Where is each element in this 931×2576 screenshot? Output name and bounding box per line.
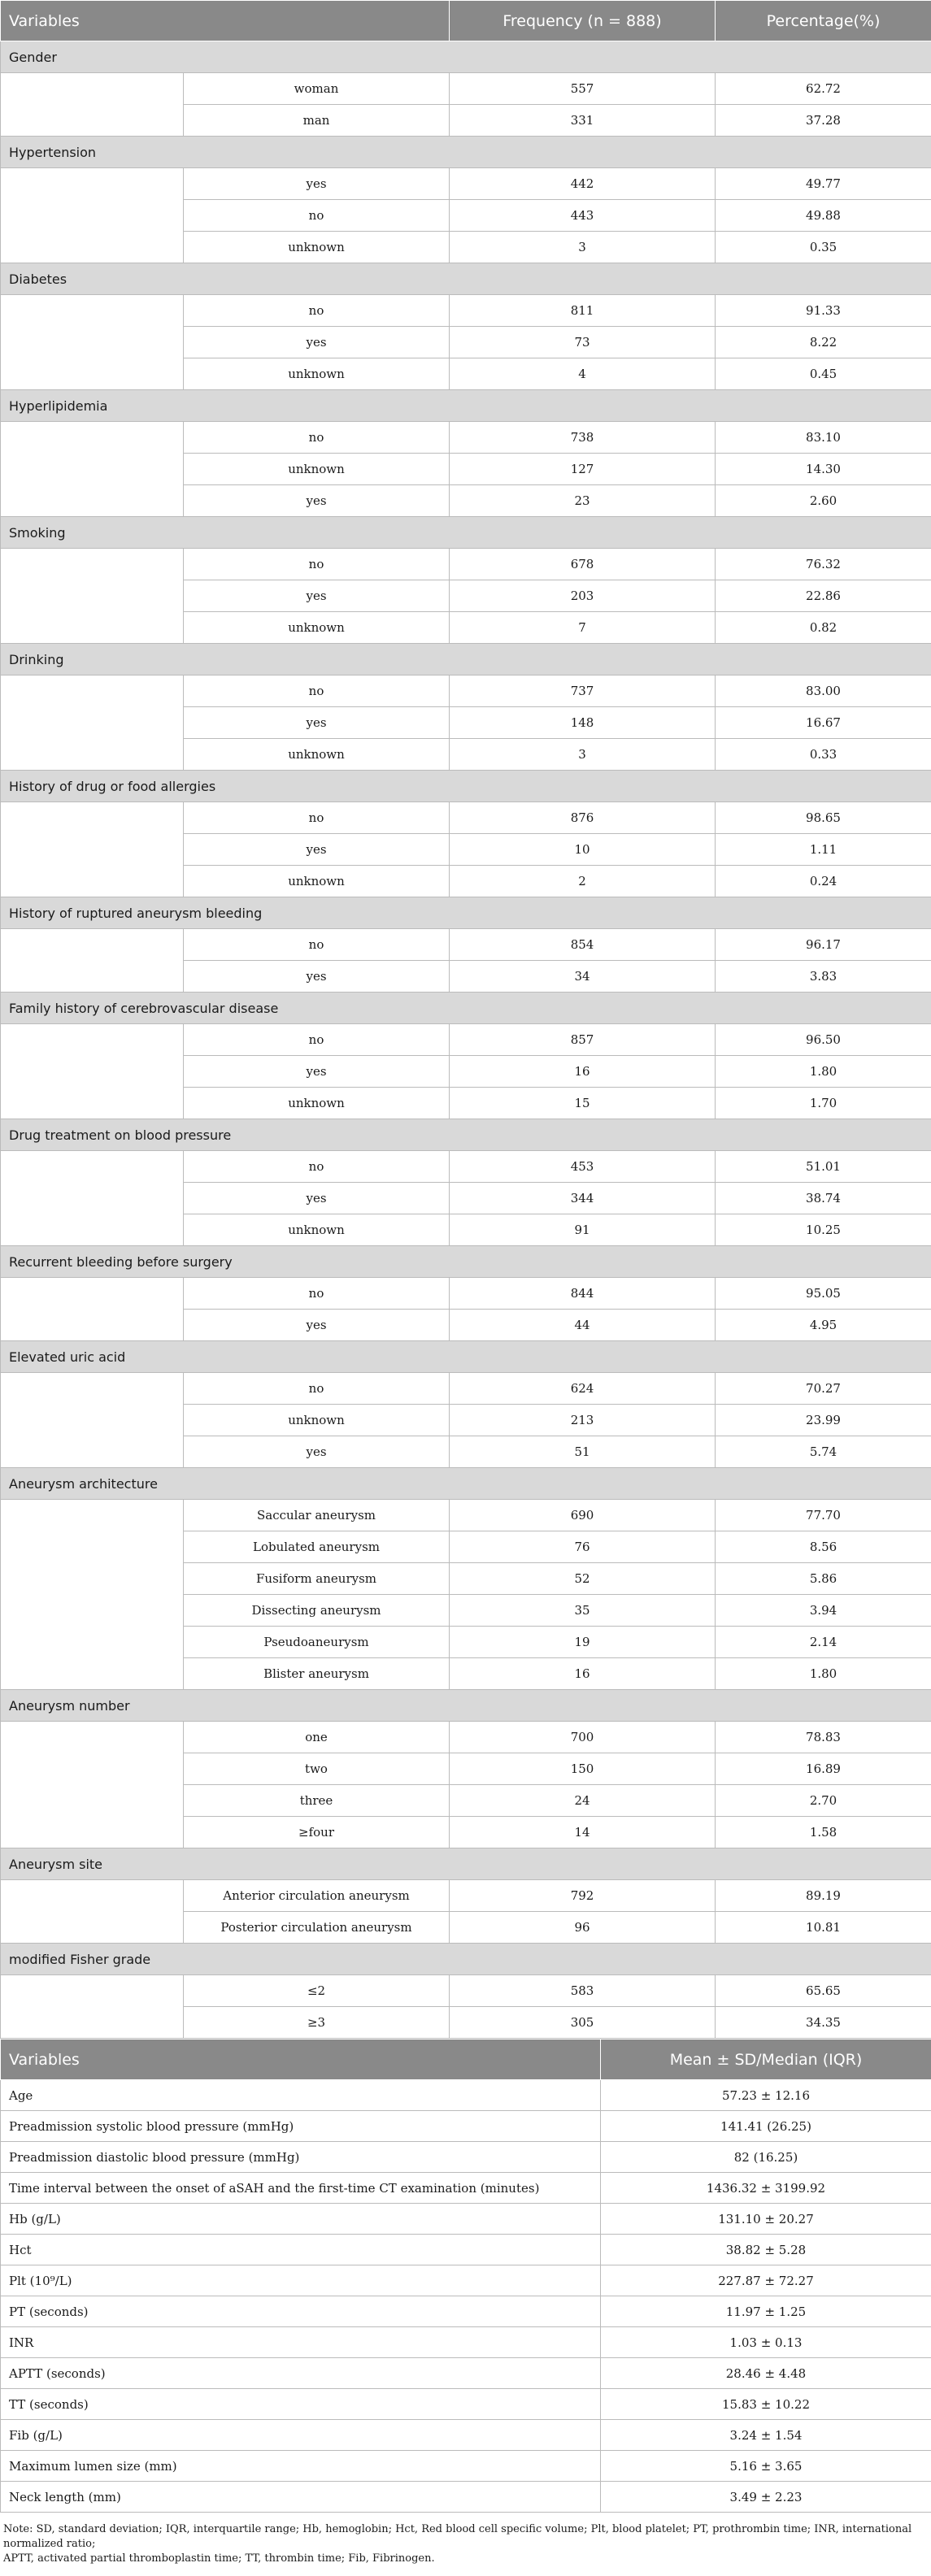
frequency-cell: 738 (450, 422, 716, 454)
percentage-cell: 10.25 (716, 1214, 931, 1246)
variable-label: Neck length (mm) (1, 2482, 601, 2513)
frequency-cell: 127 (450, 454, 716, 485)
level-label: man (184, 105, 450, 137)
statistic-value: 3.49 ± 2.23 (601, 2482, 931, 2513)
category-label: Recurrent bleeding before surgery (1, 1246, 931, 1278)
percentage-cell: 2.70 (716, 1785, 931, 1817)
table-body (1, 41, 931, 2039)
table-header-row (1, 1, 931, 41)
percentage-cell: 1.58 (716, 1817, 931, 1848)
category-row (1, 263, 931, 295)
level-label: unknown (184, 1405, 450, 1436)
variable-label: Hct (1, 2235, 601, 2265)
statistic-value: 38.82 ± 5.28 (601, 2235, 931, 2265)
variable-label: Plt (10⁹/L) (1, 2265, 601, 2296)
frequency-cell: 624 (450, 1373, 716, 1405)
table-row (1, 2235, 931, 2265)
percentage-cell: 34.35 (716, 2007, 931, 2039)
level-label: yes (184, 1183, 450, 1214)
category-label: Aneurysm architecture (1, 1468, 931, 1500)
frequency-cell: 690 (450, 1500, 716, 1531)
table-row (1, 929, 931, 961)
empty-cell (1, 549, 184, 644)
frequency-cell: 583 (450, 1975, 716, 2007)
level-label: no (184, 1151, 450, 1183)
frequency-cell: 14 (450, 1817, 716, 1848)
percentage-cell: 62.72 (716, 73, 931, 105)
category-label: Hyperlipidemia (1, 390, 931, 422)
variable-label: Maximum lumen size (mm) (1, 2451, 601, 2482)
level-label: Pseudoaneurysm (184, 1627, 450, 1658)
frequency-cell: 15 (450, 1088, 716, 1119)
level-label: yes (184, 1310, 450, 1341)
frequency-cell: 213 (450, 1405, 716, 1436)
level-label: no (184, 1024, 450, 1056)
table-body (1, 2080, 931, 2513)
table-row (1, 2111, 931, 2142)
table-row (1, 73, 931, 105)
level-label: unknown (184, 232, 450, 263)
frequency-cell: 51 (450, 1436, 716, 1468)
frequency-cell: 52 (450, 1563, 716, 1595)
statistic-value: 82 (16.25) (601, 2142, 931, 2173)
level-label: ≥3 (184, 2007, 450, 2039)
empty-cell (1, 73, 184, 137)
percentage-cell: 0.24 (716, 866, 931, 897)
frequency-cell: 16 (450, 1056, 716, 1088)
level-label: yes (184, 327, 450, 358)
level-label: no (184, 929, 450, 961)
empty-cell (1, 1024, 184, 1119)
statistic-value: 57.23 ± 12.16 (601, 2080, 931, 2111)
percentage-cell: 1.11 (716, 834, 931, 866)
percentage-cell: 96.17 (716, 929, 931, 961)
table-header-row (1, 2040, 931, 2080)
variable-label: Preadmission diastolic blood pressure (mmHg) (1, 2142, 601, 2173)
variable-label: Age (1, 2080, 601, 2111)
empty-cell (1, 1722, 184, 1848)
percentage-cell: 23.99 (716, 1405, 931, 1436)
level-label: Dissecting aneurysm (184, 1595, 450, 1627)
variable-label: Fib (g/L) (1, 2420, 601, 2451)
category-row (1, 137, 931, 168)
table-row (1, 2482, 931, 2513)
category-row (1, 1119, 931, 1151)
percentage-cell: 70.27 (716, 1373, 931, 1405)
level-label: no (184, 549, 450, 580)
level-label: no (184, 1373, 450, 1405)
header-mean-sd-median: Mean ± SD/Median (IQR) (601, 2040, 931, 2080)
frequency-cell: 857 (450, 1024, 716, 1056)
percentage-cell: 2.14 (716, 1627, 931, 1658)
percentage-cell: 10.81 (716, 1912, 931, 1944)
percentage-cell: 3.94 (716, 1595, 931, 1627)
percentage-cell: 89.19 (716, 1880, 931, 1912)
frequency-cell: 305 (450, 2007, 716, 2039)
frequency-cell: 854 (450, 929, 716, 961)
percentage-cell: 0.35 (716, 232, 931, 263)
percentage-cell: 3.83 (716, 961, 931, 993)
percentage-cell: 78.83 (716, 1722, 931, 1753)
frequency-cell: 16 (450, 1658, 716, 1690)
category-label: Hypertension (1, 137, 931, 168)
level-label: no (184, 1278, 450, 1310)
empty-cell (1, 675, 184, 771)
frequency-cell: 4 (450, 358, 716, 390)
frequency-cell: 442 (450, 168, 716, 200)
table-row (1, 549, 931, 580)
empty-cell (1, 168, 184, 263)
category-label: Diabetes (1, 263, 931, 295)
category-label: History of ruptured aneurysm bleeding (1, 897, 931, 929)
level-label: unknown (184, 358, 450, 390)
frequency-cell: 91 (450, 1214, 716, 1246)
category-label: modified Fisher grade (1, 1944, 931, 1975)
category-row (1, 41, 931, 73)
level-label: yes (184, 168, 450, 200)
category-row (1, 1341, 931, 1373)
percentage-cell: 2.60 (716, 485, 931, 517)
empty-cell (1, 422, 184, 517)
frequency-cell: 35 (450, 1595, 716, 1627)
percentage-cell: 22.86 (716, 580, 931, 612)
frequency-cell: 844 (450, 1278, 716, 1310)
frequency-cell: 150 (450, 1753, 716, 1785)
frequency-cell: 148 (450, 707, 716, 739)
level-label: unknown (184, 1214, 450, 1246)
variable-label: PT (seconds) (1, 2296, 601, 2327)
statistic-value: 3.24 ± 1.54 (601, 2420, 931, 2451)
header-frequency: Frequency (n = 888) (450, 1, 716, 41)
level-label: unknown (184, 454, 450, 485)
table-row (1, 1024, 931, 1056)
empty-cell (1, 1373, 184, 1468)
frequency-cell: 73 (450, 327, 716, 358)
table-row (1, 2080, 931, 2111)
level-label: two (184, 1753, 450, 1785)
level-label: no (184, 422, 450, 454)
frequency-cell: 678 (450, 549, 716, 580)
empty-cell (1, 1278, 184, 1341)
table-row (1, 2358, 931, 2389)
variable-label: TT (seconds) (1, 2389, 601, 2420)
frequency-cell: 443 (450, 200, 716, 232)
empty-cell (1, 295, 184, 390)
frequency-cell: 331 (450, 105, 716, 137)
level-label: no (184, 295, 450, 327)
level-label: Posterior circulation aneurysm (184, 1912, 450, 1944)
frequency-cell: 3 (450, 232, 716, 263)
variable-label: Hb (g/L) (1, 2204, 601, 2235)
category-label: Smoking (1, 517, 931, 549)
table-row (1, 2327, 931, 2358)
category-label: Drug treatment on blood pressure (1, 1119, 931, 1151)
level-label: unknown (184, 866, 450, 897)
level-label: one (184, 1722, 450, 1753)
frequency-cell: 700 (450, 1722, 716, 1753)
table-row (1, 2142, 931, 2173)
category-label: Family history of cerebrovascular disease (1, 993, 931, 1024)
continuous-variables-table (0, 2039, 931, 2513)
statistic-value: 1436.32 ± 3199.92 (601, 2173, 931, 2204)
percentage-cell: 16.89 (716, 1753, 931, 1785)
table-row (1, 2173, 931, 2204)
frequency-cell: 203 (450, 580, 716, 612)
percentage-cell: 77.70 (716, 1500, 931, 1531)
level-label: no (184, 802, 450, 834)
percentage-cell: 95.05 (716, 1278, 931, 1310)
category-label: Elevated uric acid (1, 1341, 931, 1373)
percentage-cell: 1.70 (716, 1088, 931, 1119)
level-label: ≥four (184, 1817, 450, 1848)
header-variables: Variables (1, 1, 450, 41)
footnote-line: Note: SD, standard deviation; IQR, interquartile range; Hb, hemoglobin; Hct, Red blood cell specific volume; Plt, blood platelet; PT, prothrombin time; INR, international normalized ratio; (3, 2523, 912, 2550)
statistic-value: 15.83 ± 10.22 (601, 2389, 931, 2420)
statistic-value: 131.10 ± 20.27 (601, 2204, 931, 2235)
level-label: unknown (184, 612, 450, 644)
percentage-cell: 1.80 (716, 1658, 931, 1690)
percentage-cell: 5.74 (716, 1436, 931, 1468)
percentage-cell: 96.50 (716, 1024, 931, 1056)
category-row (1, 517, 931, 549)
level-label: yes (184, 580, 450, 612)
level-label: Lobulated aneurysm (184, 1531, 450, 1563)
statistic-value: 11.97 ± 1.25 (601, 2296, 931, 2327)
table-row (1, 1880, 931, 1912)
variable-label: APTT (seconds) (1, 2358, 601, 2389)
table-row (1, 2296, 931, 2327)
footnote-line: APTT, activated partial thromboplastin time; TT, thrombin time; Fib, Fibrinogen. (3, 2552, 435, 2565)
frequency-cell: 811 (450, 295, 716, 327)
category-row (1, 771, 931, 802)
level-label: no (184, 675, 450, 707)
table-row (1, 2265, 931, 2296)
level-label: unknown (184, 739, 450, 771)
frequency-cell: 3 (450, 739, 716, 771)
percentage-cell: 65.65 (716, 1975, 931, 2007)
frequency-cell: 7 (450, 612, 716, 644)
table-row (1, 1151, 931, 1183)
category-label: Aneurysm site (1, 1848, 931, 1880)
header-variables: Variables (1, 2040, 601, 2080)
percentage-cell: 14.30 (716, 454, 931, 485)
table-row (1, 2204, 931, 2235)
frequency-cell: 19 (450, 1627, 716, 1658)
table-row (1, 1975, 931, 2007)
category-row (1, 1848, 931, 1880)
level-label: yes (184, 1436, 450, 1468)
percentage-cell: 51.01 (716, 1151, 931, 1183)
category-label: History of drug or food allergies (1, 771, 931, 802)
level-label: three (184, 1785, 450, 1817)
percentage-cell: 38.74 (716, 1183, 931, 1214)
frequency-cell: 96 (450, 1912, 716, 1944)
level-label: yes (184, 1056, 450, 1088)
statistic-value: 28.46 ± 4.48 (601, 2358, 931, 2389)
percentage-cell: 0.33 (716, 739, 931, 771)
level-label: woman (184, 73, 450, 105)
frequency-cell: 2 (450, 866, 716, 897)
level-label: Saccular aneurysm (184, 1500, 450, 1531)
percentage-cell: 83.00 (716, 675, 931, 707)
table-row (1, 675, 931, 707)
percentage-cell: 91.33 (716, 295, 931, 327)
empty-cell (1, 1880, 184, 1944)
percentage-cell: 5.86 (716, 1563, 931, 1595)
level-label: yes (184, 707, 450, 739)
statistic-value: 5.16 ± 3.65 (601, 2451, 931, 2482)
table-row (1, 802, 931, 834)
percentage-cell: 1.80 (716, 1056, 931, 1088)
level-label: no (184, 200, 450, 232)
percentage-cell: 49.77 (716, 168, 931, 200)
level-label: yes (184, 961, 450, 993)
frequency-cell: 24 (450, 1785, 716, 1817)
frequency-cell: 76 (450, 1531, 716, 1563)
category-row (1, 644, 931, 675)
percentage-cell: 0.45 (716, 358, 931, 390)
percentage-cell: 98.65 (716, 802, 931, 834)
level-label: Anterior circulation aneurysm (184, 1880, 450, 1912)
frequency-cell: 344 (450, 1183, 716, 1214)
level-label: yes (184, 485, 450, 517)
variable-label: INR (1, 2327, 601, 2358)
table-footnote (0, 2513, 931, 2566)
empty-cell (1, 1151, 184, 1246)
category-row (1, 1246, 931, 1278)
level-label: unknown (184, 1088, 450, 1119)
variable-label: Preadmission systolic blood pressure (mmHg) (1, 2111, 601, 2142)
statistic-value: 1.03 ± 0.13 (601, 2327, 931, 2358)
table-row (1, 168, 931, 200)
statistic-value: 227.87 ± 72.27 (601, 2265, 931, 2296)
category-label: Aneurysm number (1, 1690, 931, 1722)
frequency-cell: 453 (450, 1151, 716, 1183)
frequency-cell: 10 (450, 834, 716, 866)
variable-label: Time interval between the onset of aSAH and the first-time CT examination (minutes) (1, 2173, 601, 2204)
category-row (1, 1944, 931, 1975)
percentage-cell: 8.22 (716, 327, 931, 358)
table-row (1, 2451, 931, 2482)
level-label: Fusiform aneurysm (184, 1563, 450, 1595)
frequency-cell: 557 (450, 73, 716, 105)
percentage-cell: 76.32 (716, 549, 931, 580)
percentage-cell: 37.28 (716, 105, 931, 137)
percentage-cell: 8.56 (716, 1531, 931, 1563)
table-row (1, 1500, 931, 1531)
category-label: Drinking (1, 644, 931, 675)
frequency-cell: 44 (450, 1310, 716, 1341)
category-row (1, 1690, 931, 1722)
table-row (1, 1722, 931, 1753)
empty-cell (1, 929, 184, 993)
table-row (1, 2420, 931, 2451)
percentage-cell: 4.95 (716, 1310, 931, 1341)
frequency-cell: 876 (450, 802, 716, 834)
statistic-value: 141.41 (26.25) (601, 2111, 931, 2142)
percentage-cell: 0.82 (716, 612, 931, 644)
table-row (1, 295, 931, 327)
category-row (1, 390, 931, 422)
category-row (1, 897, 931, 929)
category-row (1, 1468, 931, 1500)
frequency-cell: 792 (450, 1880, 716, 1912)
empty-cell (1, 802, 184, 897)
frequency-cell: 34 (450, 961, 716, 993)
frequency-cell: 737 (450, 675, 716, 707)
level-label: Blister aneurysm (184, 1658, 450, 1690)
category-row (1, 993, 931, 1024)
empty-cell (1, 1500, 184, 1690)
percentage-cell: 83.10 (716, 422, 931, 454)
table-row (1, 1373, 931, 1405)
table-row (1, 422, 931, 454)
level-label: yes (184, 834, 450, 866)
percentage-cell: 16.67 (716, 707, 931, 739)
table-row (1, 2389, 931, 2420)
category-label: Gender (1, 41, 931, 73)
table-row (1, 1278, 931, 1310)
percentage-cell: 49.88 (716, 200, 931, 232)
frequency-cell: 23 (450, 485, 716, 517)
level-label: ≤2 (184, 1975, 450, 2007)
header-percentage: Percentage(%) (716, 1, 931, 41)
empty-cell (1, 1975, 184, 2039)
